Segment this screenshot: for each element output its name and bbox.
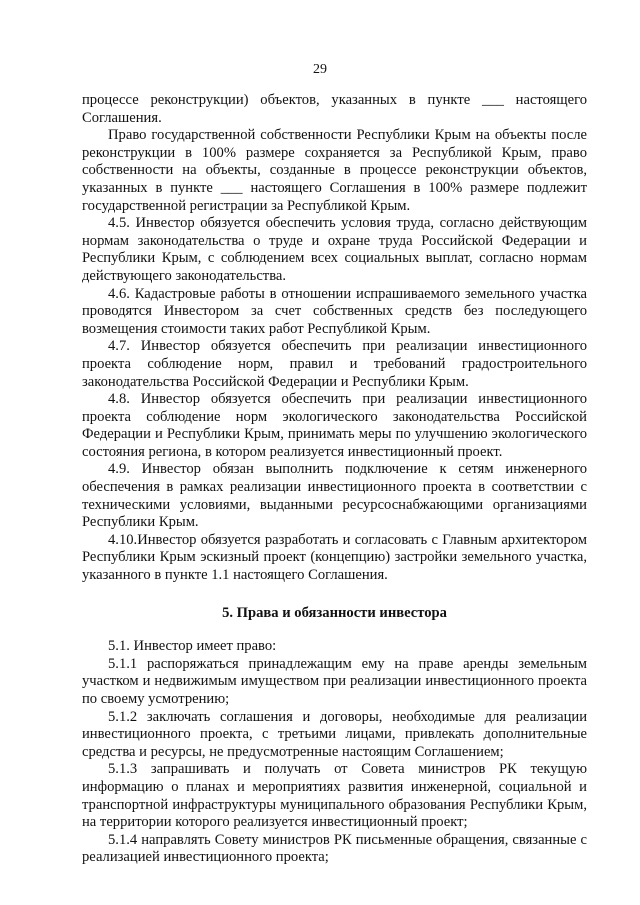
document-body	[82, 92, 587, 867]
section-heading: 5. Права и обязанности инвестора	[222, 604, 447, 621]
clause-5-1: 5.1. Инвестор имеет право:	[108, 638, 277, 655]
clause-5-1-2: 5.1.2 заключать соглашения и договоры, необходимые для реализации инвестиционного проекта, с третьими лицами, привлекать дополнительные средства и ресурсы, не предусмотренные настоящим Соглашением;	[82, 708, 587, 760]
clause-5-1-3: 5.1.3 запрашивать и получать от Совета министров РК текущую информацию о планах и мероприятиях развития инженерной, социальной и транспортной инфраструктуры муниципального образования Республики Крым, на территории которого реализуется инвестиционный проект;	[82, 761, 587, 831]
paragraph-continuation: процессе реконструкции) объектов, указанных в пункте ___ настоящего Соглашения.	[82, 92, 587, 126]
clause-4-7: 4.7. Инвестор обязуется обеспечить при реализации инвестиционного проекта соблюдение норм, правил и требований градостроительного законодательства Российской Федерации и Республики Крым.	[82, 338, 587, 390]
paragraph-state-ownership: Право государственной собственности Республики Крым на объекты после реконструкции в 100% размере сохраняется за Республикой Крым, право собственности на объекты, созданные в процессе реконструкции объектов, указанных в пункте ___ настоящего Соглашения в 100% размере подлежит государственной регистрации за Республикой Крым.	[82, 127, 587, 214]
clause-4-6: 4.6. Кадастровые работы в отношении испрашиваемого земельного участка проводятся Инвестором за счет собственных средств без последующего возмещения стоимости таких работ Республикой Крым.	[82, 285, 587, 337]
clause-4-10: 4.10.Инвестор обязуется разработать и согласовать с Главным архитектором Республики Крым эскизный проект (концепцию) застройки земельного участка, указанного в пункте 1.1 настоящего Соглашения.	[82, 531, 587, 584]
clause-5-1-1: 5.1.1 распоряжаться принадлежащим ему на праве аренды земельным участком и недвижимым имуществом при реализации инвестиционного проекта по своему усмотрению;	[82, 655, 587, 707]
clause-5-1-4: 5.1.4 направлять Совету министров РК письменные обращения, связанные с реализацией инвестиционного проекта;	[82, 831, 587, 866]
clause-4-5: 4.5. Инвестор обязуется обеспечить условия труда, согласно действующим нормам законодательства о труде и охране труда Российской Федерации и Республики Крым, с соблюдением всех социальных выплат, согласно нормам действующего законодательства.	[82, 215, 587, 284]
page-number: 29	[313, 62, 327, 77]
clause-4-8: 4.8. Инвестор обязуется обеспечить при реализации инвестиционного проекта соблюдение норм экологического законодательства Российской Федерации и Республики Крым, принимать меры по улучшению экологического состояния региона, в котором реализуется инвестиционный проект.	[82, 391, 587, 460]
clause-4-9: 4.9. Инвестор обязан выполнить подключение к сетям инженерного обеспечения в рамках реализации инвестиционного проекта в соответствии с техническими условиями, выданными ресурсоснабжающими организациями Республики Крым.	[82, 461, 587, 531]
